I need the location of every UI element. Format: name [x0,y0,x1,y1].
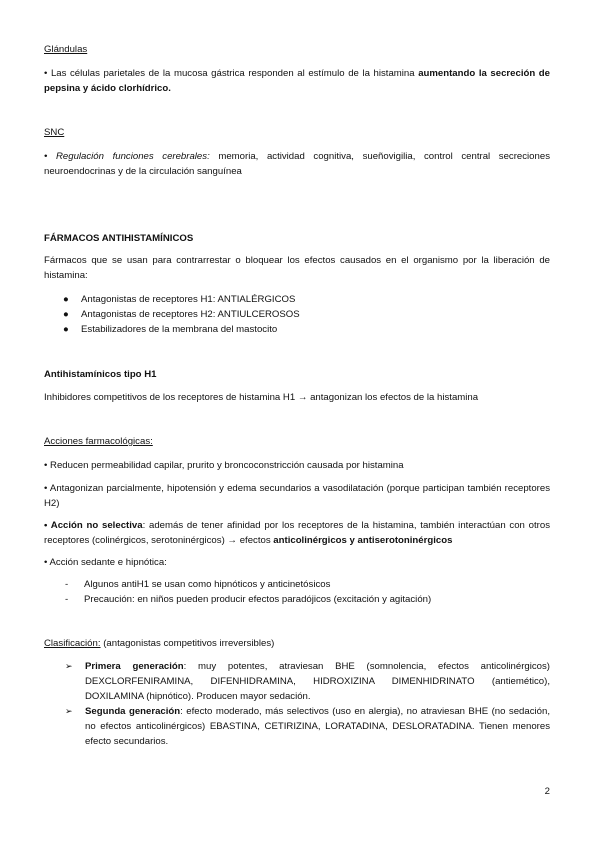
list-item: ➢ Segunda generación: efecto moderado, más selectivos (uso en alergia), no atraviesan BHE (no sedación, no efectos anticolinérgicos) EBASTINA, CETIRIZINA, LORATADINA, DESLORATADINA. Tienen menores efecto secundarios. [65,706,550,747]
acciones-paragraph-1: • Reducen permeabilidad capilar, prurito y broncoconstricción causada por histamina [44,460,404,471]
arrow-bullet-icon: ➢ [65,706,73,716]
bullet-icon: ● [63,324,69,335]
page-number: 2 [544,786,550,797]
acciones-paragraph-4: • Acción sedante e hipnótica: [44,557,167,568]
glandulas-paragraph: • Las células parietales de la mucosa gástrica responden al estímulo de la histamina aumentando la secreción de pepsina y ácido clorhídrico. [44,68,550,94]
tipo-h1-heading: Antihistamínicos tipo H1 [44,369,157,380]
glandulas-heading: Glándulas [44,44,88,55]
farmacos-intro: Fármacos que se usan para contrarrestar o bloquear los efectos causados en el organismo por la liberación de histamina: [44,255,550,281]
farmacos-heading: FÁRMACOS ANTIHISTAMÍNICOS [44,233,194,244]
bullet-icon: ● [63,294,69,305]
document-page: Glándulas • Las células parietales de la mucosa gástrica responden al estímulo de la histamina aumentando la secreción de pepsina y ácido clorhídrico. SNC • Regulación funciones cerebrales: memoria, actividad cognitiva, sueñovigilia, control central secreciones neuroendocrinas y de la circulación sanguínea FÁRMACOS ANTIHISTAMÍNICOS Fármacos que se usan para contrarrestar o bloquear los efectos causados en el organismo por la liberación de histamina: ● Antagonistas de receptores H1: ANTIALÉRGICOS ● Antagonistas de receptores H2: ANTIULCEROSOS ● Estabilizadores de la membrana del mastocito Antihistamínicos tipo H1 Inhibidores competitivos de los receptores de histamina H1 → antagonizan los efectos de la histamina Acciones farmacológicas: • Reducen permeabilidad capilar, prurito y broncoconstricción causada por histamina • Antagonizan parcialmente, hipotensión y edema secundarios a vasodilatación (porque participan también receptores H2) • Acción no selectiva: además de tener afinidad por los receptores de la histamina, también interactúan con otros receptores (colinérgicos, serotoninérgicos) → efectos anticolinérgicos y antiserotoninérgicos • Acción sedante e hipnótica: - Algunos antiH1 se usan como hipnóticos y anticinetósicos - Precaución: en niños pueden producir efectos paradójicos (excitación y agitación) Clasificación: (antagonistas competitivos irreversibles) ➢ Primera generación: muy potentes, atraviesan BHE (somnolencia, efectos anticolinérgicos) DEXCLORFENIRAMINA, DIFENHIDRAMINA, HIDROXIZINA DIMENHIDRINATO (antiemético), DOXILAMINA (hipnótico). Producen mayor sedación. ➢ Segunda generación: efecto moderado, más selectivos (uso en alergia), no atraviesan BHE (no sedación, no efectos anticolinérgicos) EBASTINA, CETIRIZINA, LORATADINA, DESLORATADINA. Tienen menores efecto secundarios. 2 [44,44,550,797]
snc-paragraph: • Regulación funciones cerebrales: memoria, actividad cognitiva, sueñovigilia, control central secreciones neuroendocrinas y de la circulación sanguínea [44,151,550,177]
dash-icon: - [65,594,69,605]
tipo-h1-paragraph: Inhibidores competitivos de los receptores de histamina H1 → antagonizan los efectos de la histamina [44,392,479,403]
acciones-paragraph-2: • Antagonizan parcialmente, hipotensión y edema secundarios a vasodilatación (porque participan también receptores H2) [44,483,550,509]
snc-heading: SNC [44,127,65,138]
clasificacion-heading: Clasificación: (antagonistas competitivos irreversibles) [44,638,275,649]
list-item: ➢ Primera generación: muy potentes, atraviesan BHE (somnolencia, efectos anticolinérgicos) DEXCLORFENIRAMINA, DIFENHIDRAMINA, HIDROXIZINA DIMENHIDRINATO (antiemético), DOXILAMINA (hipnótico). Producen mayor sedación. [65,661,550,702]
acciones-paragraph-3: • Acción no selectiva: además de tener afinidad por los receptores de la histamina, también interactúan con otros receptores (colinérgicos, serotoninérgicos) → efectos anticolinérgicos y antiserotoninérgicos [44,520,550,546]
arrow-bullet-icon: ➢ [65,661,73,671]
bullet-icon: ● [63,309,69,320]
acciones-heading: Acciones farmacológicas: [44,436,153,447]
dash-icon: - [65,579,69,590]
